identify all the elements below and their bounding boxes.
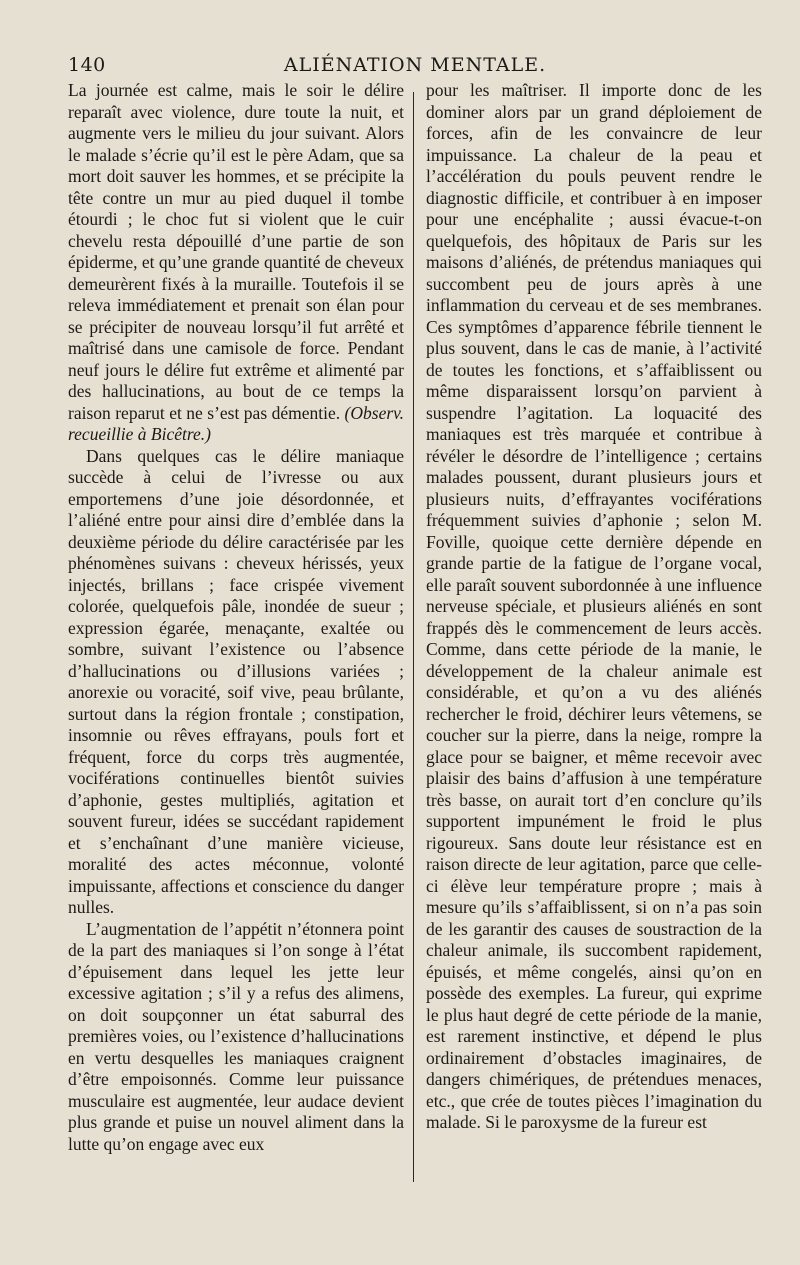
observation-citation: (Observ. recueillie à Bicêtre.) (68, 402, 404, 444)
column-divider (413, 92, 414, 1182)
running-title: ALIÉNATION MENTALE. (283, 54, 547, 76)
right-paragraph-1: pour les maîtriser. Il importe donc de les dominer alors par un grand déploiement de forces, afin de les convaincre de leur impuissance. La chaleur de la peau et l’accélération du pouls peuvent rendre le diagnostic difficile, et contribuer à en imposer pour une encéphalite ; aussi évacue-t-on quelquefois, des hôpitaux de Paris sur les maisons d’aliénés, de prétendus maniaques qui succombent peu de jours après à une inflammation du cerveau et de ses membranes. Ces symptômes d’apparence fébrile tiennent le plus souvent, dans le cas de manie, à l’activité de toutes les fonctions, et s’affaiblissent ou même disparaissent lorsqu’on parvient à suspendre l’agitation. La loquacité des maniaques est très marquée et contribue à révéler le désordre de l’intelligence ; certains malades poussent, durant plusieurs jours et plusieurs nuits, d’effrayantes vociférations fréquemment suivies d’aphonie ; selon M. Foville, quoique cette dernière dépende en grande partie de la fatigue de l’organe vocal, elle paraît souvent subordonnée à une influence nerveuse spéciale, et plusieurs aliénés en sont frappés dès le commencement de leurs accès. Comme, dans cette période de la manie, le développement de la chaleur animale est considérable, et qu’on a vu des aliénés rechercher le froid, déchirer leurs vêtemens, se coucher sur la pierre, dans la neige, rompre la glace pour se baigner, et même recevoir avec plaisir des bains d’affusion à une température très basse, on aurait tort d’en conclure qu’ils supportent impunément le froid le plus rigoureux. Sans doute leur résistance est en raison directe de leur agitation, parce que celle-ci élève leur température propre ; mais à mesure qu’ils s’affaiblissent, si on n’a pas soin de les garantir des causes de soustraction de la chaleur animale, ils succombent rapidement, épuisés, et même congelés, ainsi qu’on en possède des exemples. La fureur, qui exprime le plus haut degré de cette période de la manie, est rarement instinctive, et dépend le plus ordinairement d’obstacles imaginaires, de dangers chimériques, de prétendues menaces, etc., que crée de toutes pièces l’imagination du malade. Si le paroxysme de la fureur est (426, 80, 762, 1132)
page-number: 140 (68, 54, 106, 76)
right-column (426, 80, 762, 1134)
case-narrative: La journée est calme, mais le soir le délire reparaît avec violence, dure toute la nuit, et augmente vers le milieu du jour suivant. Alors le malade s’écrie qu’il est le père Adam, que sa mort doit sauver les hommes, et se précipite la tête contre un mur au pied duquel il tombe étourdi ; le choc fut si violent que le cuir chevelu resta dépouillé d’une partie de son épiderme, et qu’une grande quantité de cheveux demeurèrent fixés à la muraille. Toutefois il se releva immédiatement et prenait son élan pour se précipiter de nouveau lorsqu’il fut arrêté et maîtrisé dans une camisole de force. Pendant neuf jours le délire fut extrême et alimenté par des hallucinations, au bout de ce temps la raison reparut et ne s’est pas démentie. (68, 80, 404, 423)
left-paragraph-1 (68, 80, 404, 446)
left-column (68, 80, 404, 1155)
page-header (68, 54, 762, 82)
left-paragraph-3: L’augmentation de l’appétit n’étonnera point de la part des maniaques si l’on songe à l’état d’épuisement dans lequel les jette leur excessive agitation ; s’il y a refus des alimens, on doit soupçonner un état saburral des premières voies, ou l’existence d’hallucinations en vertu desquelles les maniaques craignent d’être empoisonnés. Comme leur puissance musculaire est augmentée, leur audace devient plus grande et puise un nouvel aliment dans la lutte qu’on engage avec eux (68, 918, 404, 1154)
left-paragraph-2: Dans quelques cas le délire maniaque succède à celui de l’ivresse ou aux emportemens d’une joie désordonnée, et l’aliéné entre pour ainsi dire d’emblée dans la deuxième période du délire caractérisée par les phénomènes suivans : cheveux hérissés, yeux injectés, brillans ; face crispée vivement colorée, quelquefois pâle, inondée de sueur ; expression égarée, menaçante, exaltée ou sombre, suivant l’existence ou l’absence d’hallucinations ou d’illusions variées ; anorexie ou voracité, soif vive, peau brûlante, surtout dans la région frontale ; constipation, insomnie ou rêves effrayans, pouls fort et fréquent, force du corps très augmentée, vociférations continuelles bientôt suivies d’aphonie, gestes multipliés, agitation et souvent fureur, idées se succédant rapidement et s’enchaînant d’une manière vicieuse, moralité des actes méconnue, volonté impuissante, affections et conscience du danger nulles. (68, 445, 404, 917)
